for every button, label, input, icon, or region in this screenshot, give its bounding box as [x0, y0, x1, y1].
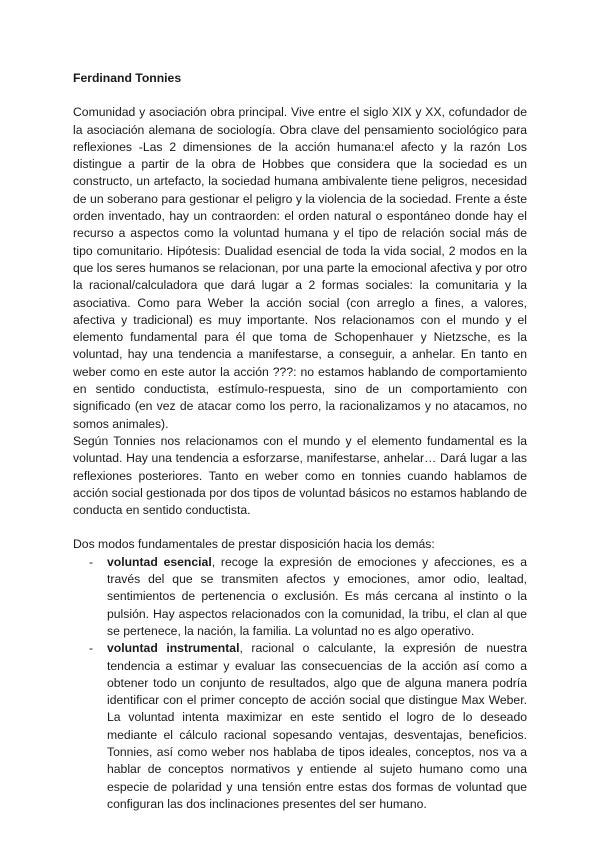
document-page: [73, 70, 527, 813]
voluntad-list: [73, 554, 527, 813]
term-voluntad-esencial: voluntad esencial: [107, 554, 212, 569]
list-item-voluntad-esencial: [73, 554, 527, 640]
list-intro: Dos modos fundamentales de prestar disposición hacia los demás:: [73, 537, 435, 552]
bullet-dash: -: [89, 554, 94, 569]
paragraph-spacer: [73, 519, 527, 536]
document-title: Ferdinand Tonnies: [73, 71, 182, 85]
bullet-dash: -: [89, 641, 94, 656]
description-voluntad-instrumental: , racional o calculante, la expresión de nuestra tendencia a estimar y evaluar las consecuencias de la acción así como a obtener todo un conjunto de resultados, algo que de alguna manera podría identificar con el primer concepto de acción social que distingue Max Weber. La voluntad intenta maximizar en este sentido el logro de lo deseado mediante el cálculo racional sopesando ventajas, desventajas, beneficios. Tonnies, así como weber nos hablaba de tipos ideales, conceptos, nos va a hablar de conceptos normativos y entiende al sujeto humano como una especie de polaridad y una tensión entre estas dos formas de voluntad que configuran las dos inclinaciones presentes del ser humano.: [107, 641, 527, 811]
paragraph-intro: Comunidad y asociación obra principal. Vive entre el siglo XIX y XX, cofundador de la asociación alemana de sociología. Obra clave del pensamiento sociológico para reflexiones -Las 2 dimensiones de la acción humana:el afecto y la razón Los distingue a partir de la obra de Hobbes que considera que la sociedad es un constructo, un artefacto, la sociedad humana ambivalente tiene peligros, necesidad de un soberano para gestionar el peligro y la violencia de la sociedad. Frente a éste orden inventado, hay un contraorden: el orden natural o espontáneo donde hay el recurso a aspectos como la voluntad humana y el tipo de relación social más de tipo comunitario. Hipótesis: Dualidad esencial de toda la vida social, 2 modos en la que los seres humanos se relacionan, por una parte la emocional afectiva y por otro la racional/calculadora que dará lugar a 2 formas sociales: la comunitaria y la asociativa. Como para Weber la acción social (con arreglo a fines, a valores, afectiva y tradicional) es muy importante. Nos relacionamos con el mundo y el elemento fundamental para él que toma de Schopenhauer y Nietzsche, es la voluntad, hay una tendencia a manifestarse, a conseguir, a anhelar. En tanto en weber como en este autor la acción ???: no estamos hablando de comportamiento en sentido conductista, estímulo-respuesta, sino de un comportamiento con significado (en vez de atacar como los perro, la racionalizamos y no atacamos, no somos animales).: [73, 105, 527, 431]
description-voluntad-esencial: , recoge la expresión de emociones y afecciones, es a través del que se transmiten afectos y emociones, amor odio, lealtad, sentimientos de pertenencia o exclusión. Es más cercana al instinto o la pulsión. Hay aspectos relacionados con la comunidad, la tribu, el clan al que se pertenece, la nación, la familia. La voluntad no es algo operativo.: [107, 554, 527, 638]
list-item-voluntad-instrumental: [73, 640, 527, 813]
paragraph-tonnies-voluntad: Según Tonnies nos relacionamos con el mundo y el elemento fundamental es la voluntad. Hay una tendencia a esforzarse, manifestarse, anhelar… Dará lugar a las reflexiones posteriores. Tanto en weber como en tonnies cuando hablamos de acción social gestionada por dos tipos de voluntad básicos no estamos hablando de conducta en sentido conductista.: [73, 433, 527, 518]
term-voluntad-instrumental: voluntad instrumental: [107, 641, 240, 656]
